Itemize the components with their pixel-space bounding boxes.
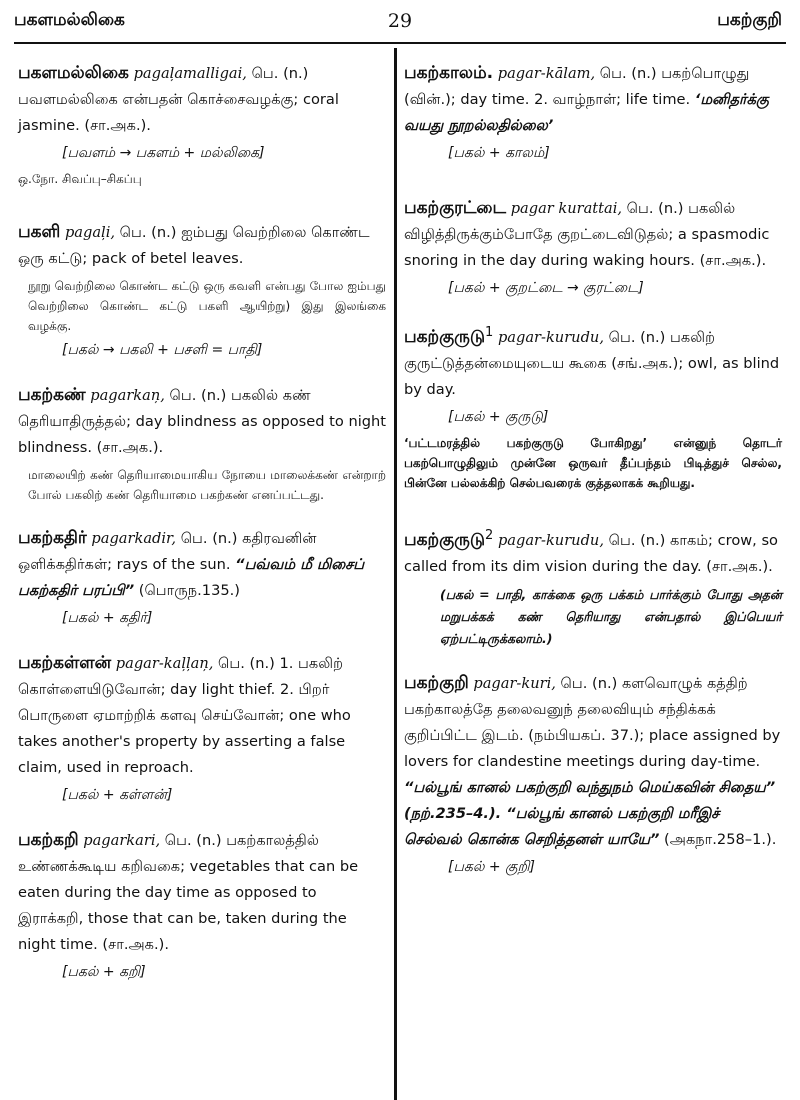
headword: பகற்கதிர் xyxy=(18,528,87,548)
dictionary-entry xyxy=(18,827,386,958)
page-number: 29 xyxy=(387,10,413,32)
definition: பெ. (n.) பகலில் விழித்திருக்கும்போதே குறட்டைவிடுதல்; a spasmodic snoring in the day during waking hours. (சா.அக.). xyxy=(404,200,770,269)
headword: பகற்கண் xyxy=(18,385,86,405)
dictionary-entry xyxy=(18,382,386,461)
homonym-number: 2 xyxy=(485,527,494,543)
left-column xyxy=(18,60,386,988)
definition: பெ. (n.) பவளமல்லிகை என்பதன் கொச்சைவழக்கு; coral jasmine. (சா.அக.). xyxy=(18,65,339,134)
note: நூறு வெற்றிலை கொண்ட கட்டு ஒரு கவளி என்பது போல ஐம்பது வெற்றிலை கொண்ட கட்டு பகளி ஆயிற்று) இது இலங்கை வழக்கு. xyxy=(28,279,386,333)
dictionary-entry xyxy=(404,60,782,139)
dictionary-entry xyxy=(18,219,386,272)
transliteration: pagarkadir, xyxy=(91,530,177,547)
note: ஒ.நோ. சிவப்பு–சிகப்பு xyxy=(18,172,142,186)
etymology: [பகல் + குருடு] xyxy=(448,408,549,425)
dictionary-entry xyxy=(18,525,386,604)
etymology: [பகல் + குறட்டை → குரட்டை] xyxy=(448,280,644,296)
transliteration: pagar-kurudu, xyxy=(497,328,604,346)
transliteration: pagar-kuri, xyxy=(473,674,556,692)
etymology: [பகல் + குறி] xyxy=(448,858,535,875)
right-column xyxy=(404,60,782,883)
note: ‘பட்டமரத்தில் பகற்குருடு போகிறது’ என்னுந் தொடர் பகற்பொழுதிலும் முன்னே ஒருவர் தீப்பந்தம் பிடித்துச் செல்ல, பின்னே பல்லக்கிற் செல்பவரைக் குத்தலாகக் கூறியது. xyxy=(404,435,782,490)
etymology: [பகல் + காலம்] xyxy=(448,145,550,161)
dictionary-entry xyxy=(404,195,782,274)
headword: பகற்குரட்டை xyxy=(404,198,507,218)
headword: பகற்குறி xyxy=(404,672,469,693)
definition: பெ. (n.) பகலிற் குருட்டுத்தன்மையுடைய கூகை (சங்.அக.); owl, as blind by day. xyxy=(404,328,780,398)
definition: பெ. (n.) ஐம்பது வெற்றிலை கொண்ட ஒரு கட்டு; pack of betel leaves. xyxy=(18,224,370,267)
transliteration: pagarkari, xyxy=(83,832,161,849)
definition: பெ. (n.) கதிரவனின் ஒளிக்கதிர்கள்; rays of the sun. xyxy=(18,530,317,573)
page-header xyxy=(0,8,800,40)
etymology: [பகல் + கள்ளன்] xyxy=(62,787,173,803)
etymology: [பகல் + கறி] xyxy=(62,964,146,980)
column-divider xyxy=(394,48,397,1100)
transliteration: pagar-kaļļaņ, xyxy=(115,655,214,672)
headword: பகற்குருடு xyxy=(404,326,486,347)
definition: பெ. (n.) காகம்; crow, so called from its dim vision during the day. (சா.அக.). xyxy=(404,531,778,575)
etymology: [பவளம் → பகளம் + மல்லிகை] xyxy=(62,145,265,161)
definition: பெ. (n.) பகற்பொழுது (வின்.); day time. 2. வாழ்நாள்; life time. xyxy=(404,65,750,108)
note: மாலையிற் கண் தெரியாமையாகிய நோயை மாலைக்கண் என்றாற் போல் பகலிற் கண் தெரியாமை பகற்கண் எனப்பட்டது. xyxy=(28,468,386,502)
header-left-guideword: பகளமல்லிகை xyxy=(14,10,125,30)
dictionary-entry xyxy=(18,60,386,139)
headword: பகற்குருடு xyxy=(404,529,486,550)
headword: பகளி xyxy=(18,222,61,242)
transliteration: pagaļamalligai, xyxy=(133,65,247,82)
definition: பெ. (n.) பகற்காலத்தில் உண்ணக்கூடிய கறிவகை; vegetables that can be eaten during the day time as opposed to இராக்கறி, those that can be, taken during the night time. (சா.அக.). xyxy=(18,832,359,953)
quotation: “பவ்வம் மீ மிசைப் பகற்கதிர் பரப்பி” xyxy=(18,556,365,599)
header-right-guideword: பகற்குறி xyxy=(717,10,782,30)
transliteration: pagar kurattai, xyxy=(510,200,623,217)
etymology: [பகல் + கதிர்] xyxy=(62,610,153,626)
headword: பகற்கள்ளன் xyxy=(18,653,112,673)
note: (பகல் = பாதி, காக்கை ஒரு பக்கம் பார்க்கும் போது அதன் மறுபக்கக் கண் தெரியாது என்பதால் இப்பெயர் ஏற்பட்டிருக்கலாம்.) xyxy=(440,586,782,646)
headword: பகளமல்லிகை xyxy=(18,63,129,83)
citation: (அகநா.258–1.). xyxy=(659,830,777,848)
definition: பெ. (n.) பகலில் கண் தெரியாதிருத்தல்; day blindness as opposed to night blindness. (சா.அக.). xyxy=(18,387,386,456)
dictionary-entry xyxy=(404,670,782,853)
transliteration: pagar-kālam, xyxy=(497,65,596,82)
citation: (பொருந.135.) xyxy=(134,582,240,599)
headword: பகற்காலம். xyxy=(404,63,494,83)
definition: பெ. (n.) 1. பகலிற் கொள்ளையிடுவோன்; day light thief. 2. பிறர் பொருளை ஏமாற்றிக் களவு செய்வோன்; one who takes another's property by asserting a false claim, used in reproach. xyxy=(18,655,351,776)
quotation: ‘மனிதர்க்கு வயது நூறல்லதில்லை’ xyxy=(404,91,769,134)
transliteration: pagaļi, xyxy=(64,224,116,241)
dictionary-entry xyxy=(404,523,782,580)
transliteration: pagarkaņ, xyxy=(90,387,165,404)
homonym-number: 1 xyxy=(485,325,494,340)
dictionary-entry xyxy=(404,320,782,403)
headword: பகற்கறி xyxy=(18,830,79,850)
definition: பெ. (n.) களவொழுக் கத்திற் பகற்காலத்தே தலைவனுந் தலைவியும் சந்திக்கக் குறிப்பிட்ட இடம். (நம்பியகப். 37.); place assigned by lovers for clandestine meetings during day-time. xyxy=(404,674,781,770)
etymology: [பகல் → பகலி + பசளி = பாதி] xyxy=(62,342,263,358)
dictionary-entry xyxy=(18,650,386,781)
quotation: “பல்பூங் கானல் பகற்குறி வந்துநம் மெய்கவின் சிதைய” (நற்.235–4.). “பல்பூங் கானல் பகற்குறி மரீஇச் செல்வல் கொன்க செறித்தனள் யாயே” xyxy=(404,778,776,848)
header-rule xyxy=(14,42,786,44)
transliteration: pagar-kurudu, xyxy=(497,531,604,549)
